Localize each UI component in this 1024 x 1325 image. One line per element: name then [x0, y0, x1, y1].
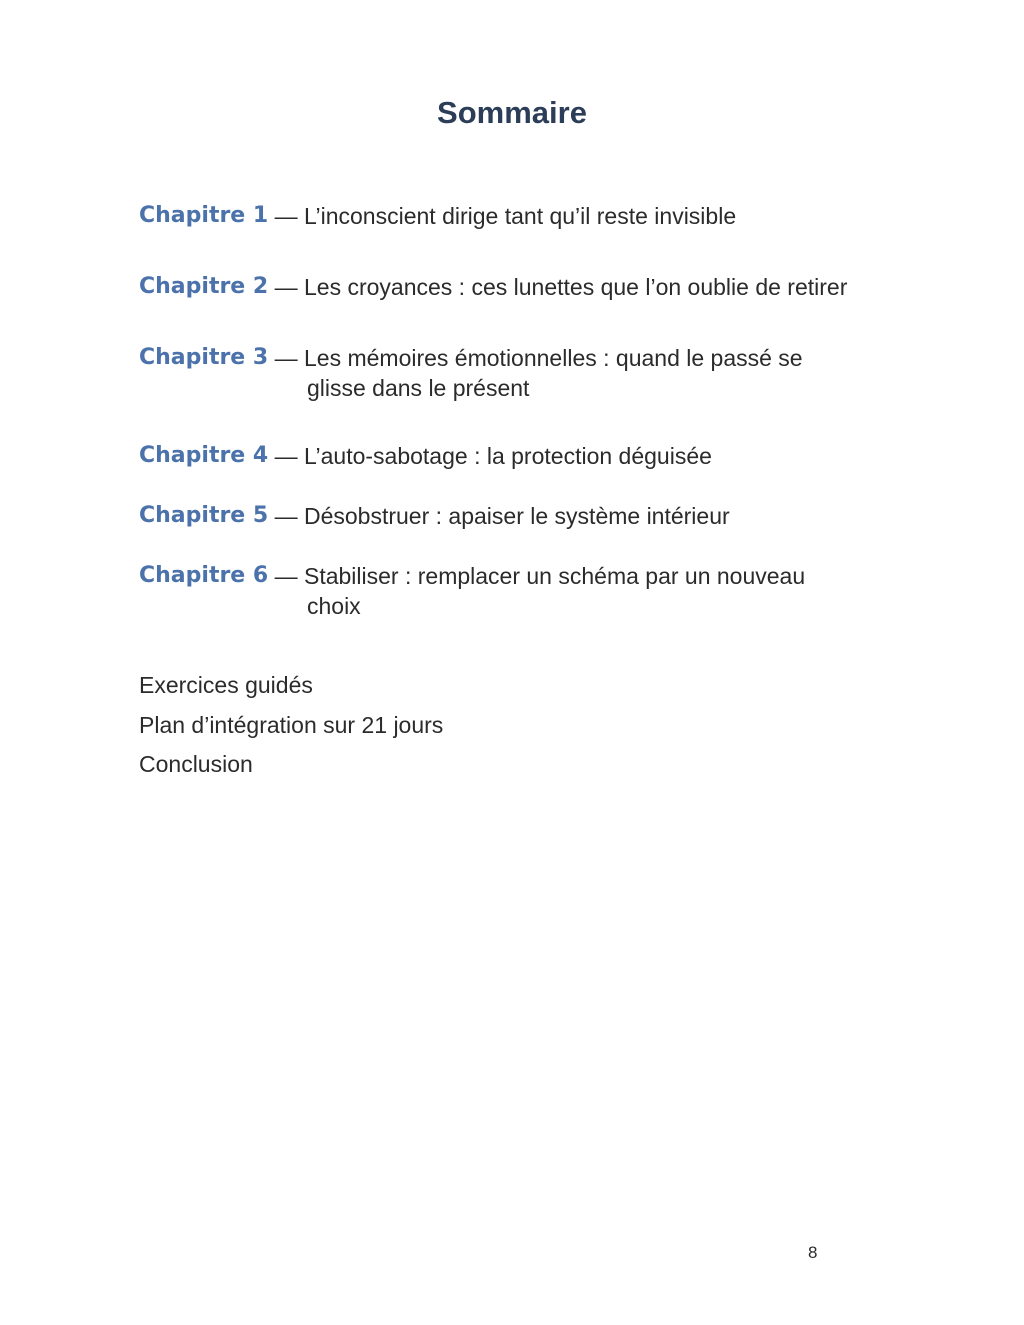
chapter-title	[304, 343, 899, 403]
chapter-label: Chapitre 1	[139, 203, 269, 228]
chapter-title-line-1: Désobstruer : apaiser le système intérieur	[303, 503, 730, 529]
chapter-title	[304, 272, 899, 302]
page-title: Sommaire	[437, 95, 587, 130]
chapter-label: Chapitre 3	[139, 345, 269, 370]
chapter-separator: —	[268, 274, 304, 300]
chapter-title-line-1: L’auto-sabotage : la protection déguisée	[303, 443, 712, 469]
toc-entry-chapter-5	[139, 501, 899, 531]
chapter-title	[304, 501, 899, 531]
chapter-separator: —	[268, 443, 304, 469]
toc-entry-chapter-1	[139, 201, 899, 231]
chapter-title-line-1: L’inconscient dirige tant qu’il reste invisible	[303, 203, 737, 229]
chapter-title-line-1: Les croyances : ces lunettes que l’on oublie de retirer	[303, 274, 848, 300]
chapter-label: Chapitre 4	[139, 443, 269, 468]
chapter-separator: —	[268, 203, 304, 229]
chapter-label: Chapitre 5	[139, 503, 269, 528]
chapter-title-line-2: glisse dans le présent	[306, 375, 530, 401]
toc-entry-exercises: Exercices guidés	[139, 672, 313, 698]
chapter-separator: —	[268, 345, 304, 371]
toc-entry-conclusion: Conclusion	[139, 751, 253, 777]
toc-entry-chapter-4	[139, 441, 899, 471]
toc-entry-chapter-6	[139, 561, 899, 621]
toc-entry-integration-plan: Plan d’intégration sur 21 jours	[139, 712, 444, 738]
chapter-label: Chapitre 2	[139, 274, 269, 299]
chapter-separator: —	[268, 503, 304, 529]
page-number: 8	[808, 1243, 818, 1262]
chapter-separator: —	[268, 563, 304, 589]
chapter-title	[304, 441, 899, 471]
toc-entry-chapter-2	[139, 272, 899, 302]
chapter-title	[304, 561, 899, 621]
toc-entry-chapter-3	[139, 343, 899, 403]
chapter-title-line-1: Les mémoires émotionnelles : quand le passé se	[303, 345, 803, 371]
chapter-title	[304, 201, 899, 231]
chapter-title-line-1: Stabiliser : remplacer un schéma par un nouveau	[303, 563, 806, 589]
chapter-title-line-2: choix	[306, 593, 361, 619]
chapter-label: Chapitre 6	[139, 563, 269, 588]
